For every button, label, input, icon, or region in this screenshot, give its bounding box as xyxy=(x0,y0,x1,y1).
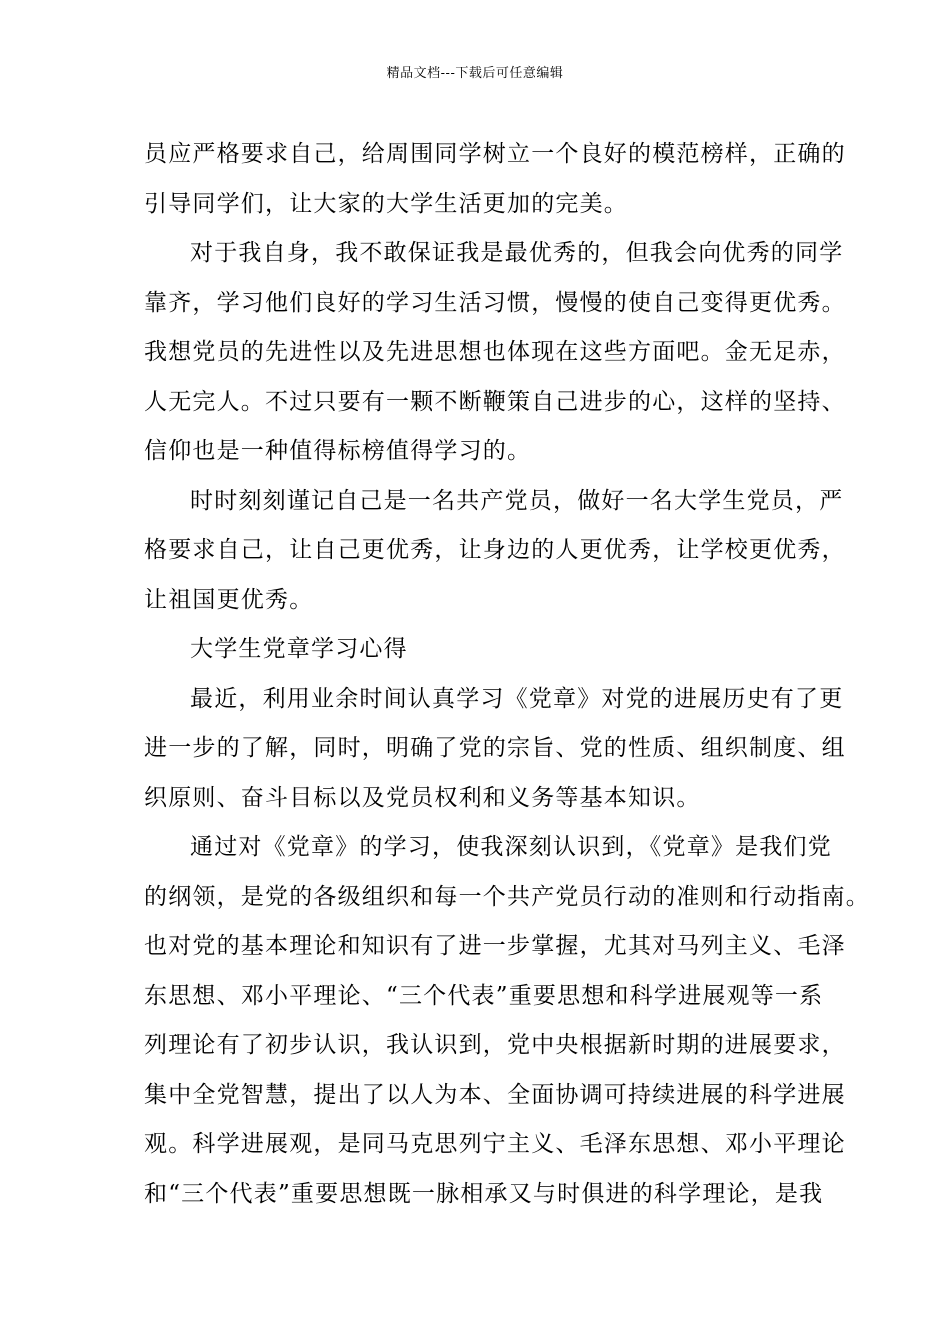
page-header: 精品文档---下载后可任意编辑 xyxy=(386,66,564,81)
section-title: 大学生党章学习心得 xyxy=(190,636,408,662)
text-line: 我想党员的先进性以及先进思想也体现在这些方面吧。金无足赤， xyxy=(144,339,846,365)
text-line: 格要求自己，让自己更优秀，让身边的人更优秀，让学校更优秀， xyxy=(144,537,846,563)
text-line: 最近，利用业余时间认真学习《党章》对党的进展历史有了更 xyxy=(190,685,844,712)
text-line: 东思想、邓小平理论、“三个代表”重要思想和科学进展观等一系 xyxy=(144,982,824,1009)
text-line: 对于我自身，我不敢保证我是最优秀的，但我会向优秀的同学 xyxy=(190,240,844,266)
text-line: 信仰也是一种值得标榜值得学习的。 xyxy=(144,438,532,464)
text-line: 员应严格要求自己，给周围同学树立一个良好的模范榜样，正确的 xyxy=(144,141,846,167)
text-line: 观。科学进展观，是同马克思列宁主义、毛泽东思想、邓小平理论 xyxy=(144,1131,846,1157)
text-line: 织原则、奋斗目标以及党员权利和义务等基本知识。 xyxy=(144,784,701,811)
document-body xyxy=(144,130,870,1219)
text-line: 让祖国更优秀。 xyxy=(144,586,314,613)
text-line: 引导同学们，让大家的大学生活更加的完美。 xyxy=(144,190,628,217)
text-line: 的纲领，是党的各级组织和每一个共产党员行动的准则和行动指南。 xyxy=(144,883,870,910)
text-line: 进一步的了解，同时，明确了党的宗旨、党的性质、组织制度、组 xyxy=(144,735,846,761)
text-line: 也对党的基本理论和知识有了进一步掌握，尤其对马列主义、毛泽 xyxy=(144,933,846,959)
text-line: 集中全党智慧，提出了以人为本、全面协调可持续进展的科学进展 xyxy=(144,1081,846,1108)
text-line: 列理论有了初步认识，我认识到，党中央根据新时期的进展要求， xyxy=(144,1032,846,1058)
text-line: 通过对《党章》的学习，使我深刻认识到，《党章》是我们党 xyxy=(190,834,832,860)
text-line: 靠齐，学习他们良好的学习生活习惯，慢慢的使自己变得更优秀。 xyxy=(144,289,846,316)
text-line: 时时刻刻谨记自己是一名共产党员，做好一名大学生党员，严 xyxy=(190,487,844,514)
text-line: 人无完人。不过只要有一颗不断鞭策自己进步的心，这样的坚持、 xyxy=(144,388,846,415)
text-line: 和“三个代表”重要思想既一脉相承又与时俱进的科学理论，是我 xyxy=(144,1180,824,1207)
